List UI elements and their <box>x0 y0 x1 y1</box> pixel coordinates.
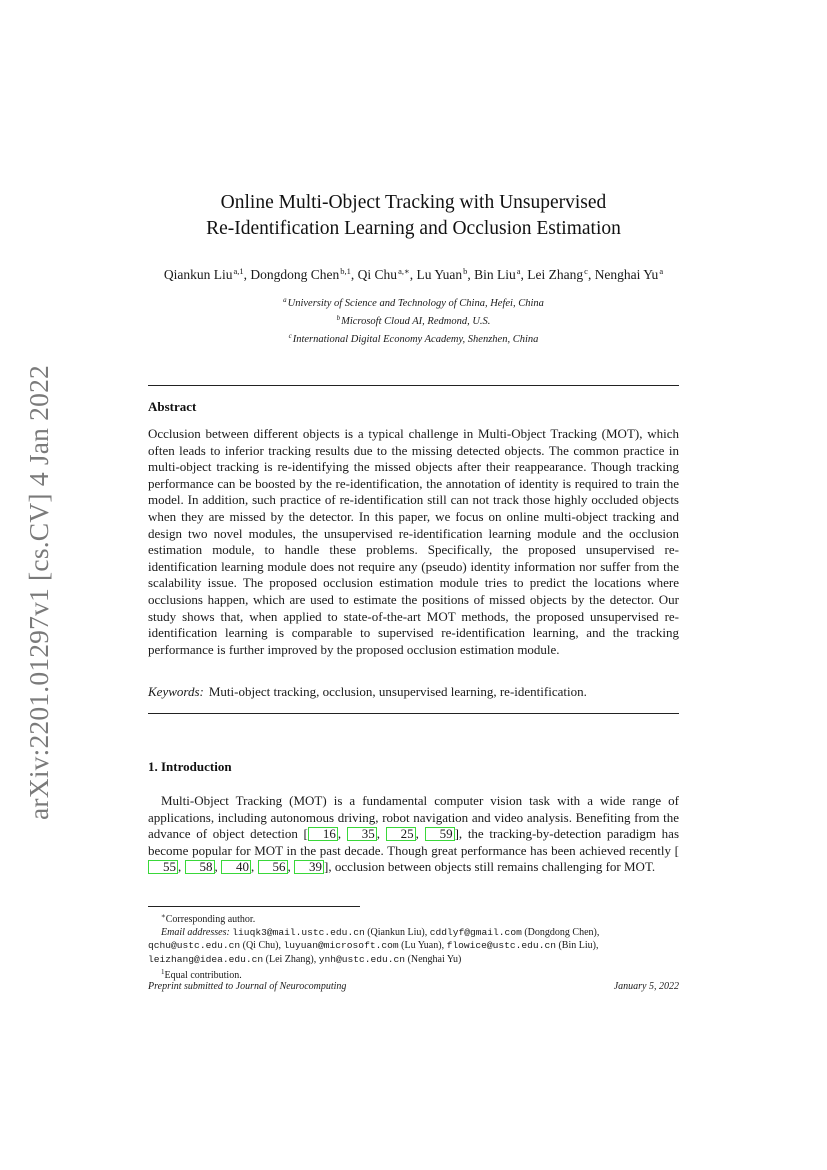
preprint-date: January 5, 2022 <box>613 981 679 992</box>
footnote-rule <box>148 906 360 907</box>
footnote-emails: Email addresses: liuqk3@mail.ustc.edu.cn (Qiankun Liu), cddlyf@gmail.com (Dongdong Chen), qchu@ustc.edu.cn (Qi Chu), luyuan@microsoft.com (Lu Yuan), flowice@ustc.edu.cn (Bin Liu), leizhang@idea.edu.cn (Lei Zhang), ynh@ustc.edu.cn (Nenghai Yu) <box>148 927 600 965</box>
citation-link[interactable]: 56 <box>258 860 288 874</box>
author: Qiankun Liu$^{a,1}$ <box>163 266 244 282</box>
footnote-corresponding: ∗Corresponding author. <box>161 912 256 925</box>
preprint-note: Preprint submitted to Journal of Neurocomputing <box>148 981 347 992</box>
abstract-text: Occlusion between different objects is a typical challenge in Multi-Object Tracking (MOT), which often leads to inferior tracking results due to the missing detected objects. The common practice in multi-object tracking is re-identifying the missed objects after their reappearance. Though tracking performance can be boosted by the re-identification, the annotation of identity is required to train the model. In addition, such practice of re-identification still can not track those highly occluded objects when they are missed by the detector. In this paper, we focus on online multi-object tracking and design two novel modules, the unsupervised re-identification learning module and the occlusion estimation module, to handle these problems. Specifically, the proposed unsupervised re-identification learning module does not require any (pseudo) identity information nor suffer from the scalability issue. The proposed occlusion estimation module tries to predict the locations where occlusions happen, which are used to estimate the positions of missed objects by the detector. Our study shows that, when applied to state-of-the-art MOT methods, the proposed unsupervised re-identification learning is comparable to supervised re-identification learning, and the tracking performance is further improved by the proposed occlusion estimation module. <box>148 426 679 657</box>
title-line-2: Re-Identification Learning and Occlusion Estimation <box>206 218 621 239</box>
email-link[interactable]: liuqk3@mail.ustc.edu.cn <box>232 927 365 939</box>
abstract-heading: Abstract <box>148 399 197 414</box>
affiliation: $^b$Microsoft Cloud AI, Redmond, U.S. <box>336 314 491 327</box>
email-link[interactable]: qchu@ustc.edu.cn <box>148 940 241 952</box>
citation-link[interactable]: 39 <box>294 860 324 874</box>
keywords <box>148 684 679 701</box>
introduction-paragraph: Multi-Object Tracking (MOT) is a fundamental computer vision task with a wide range of applications, including autonomous driving, robot navigation and video analysis. Benefiting from the advance of object detection [ 16 , 35 , 25 , 59 ], the tracking-by-detection paradigm has become popular for MOT in the past decade. Though great performance has been achieved recently [55 , 58 , 40 , 56 , 39 ], occlusion between objects still remains challenging for MOT. <box>148 793 680 875</box>
citation-link[interactable]: 16 <box>308 827 338 841</box>
footnote-equal-contribution: $^1$Equal contribution. <box>161 967 242 981</box>
affiliation-list <box>148 293 679 347</box>
author: Bin Liu$^a$ <box>474 266 521 282</box>
email-link[interactable]: flowice@ustc.edu.cn <box>446 940 556 952</box>
citation-link[interactable]: 58 <box>185 860 215 874</box>
author: Lu Yuan$^b$ <box>416 266 468 282</box>
arxiv-sidebar-stamp: arXiv:2201.01297v1 [cs.CV] 4 Jan 2022 <box>23 365 54 820</box>
citation-link[interactable]: 35 <box>347 827 377 841</box>
paper-title <box>148 190 679 242</box>
email-link[interactable]: cddlyf@gmail.com <box>429 927 522 939</box>
author-list: Qiankun Liu$^{a,1}$, Dongdong Chen$^{b,1}$, Qi Chu$^{a,∗}$, Lu Yuan$^b$, Bin Liu$^a$, Lei Zhang$^c$, Nenghai Yu$^a$ <box>163 266 664 282</box>
affiliation: $^c$International Digital Economy Academy, Shenzhen, China <box>288 332 539 345</box>
abstract-bottom-rule <box>148 713 679 714</box>
author: Nenghai Yu$^a$ <box>594 266 664 282</box>
author: Qi Chu$^{a,∗}$ <box>357 266 410 282</box>
section-heading-introduction: 1. Introduction <box>148 759 232 774</box>
citation-link[interactable]: 25 <box>386 827 416 841</box>
title-line-1: Online Multi-Object Tracking with Unsupervised <box>220 192 607 213</box>
email-link[interactable]: ynh@ustc.edu.cn <box>318 953 406 965</box>
citation-link[interactable]: 55 <box>148 860 178 874</box>
email-link[interactable]: leizhang@idea.edu.cn <box>148 953 264 965</box>
abstract-top-rule <box>148 385 679 386</box>
author: Lei Zhang$^c$ <box>527 266 588 282</box>
keywords-text: Muti-object tracking, occlusion, unsupervised learning, re-identification. <box>208 684 587 699</box>
footnotes <box>148 910 679 982</box>
citation-link[interactable]: 40 <box>221 860 251 874</box>
author: Dongdong Chen$^{b,1}$ <box>250 266 351 282</box>
email-link[interactable]: luyuan@microsoft.com <box>283 940 399 952</box>
keywords-label: Keywords: <box>148 684 204 699</box>
affiliation: $^a$University of Science and Technology of China, Hefei, China <box>283 296 544 309</box>
citation-link[interactable]: 59 <box>425 827 455 841</box>
